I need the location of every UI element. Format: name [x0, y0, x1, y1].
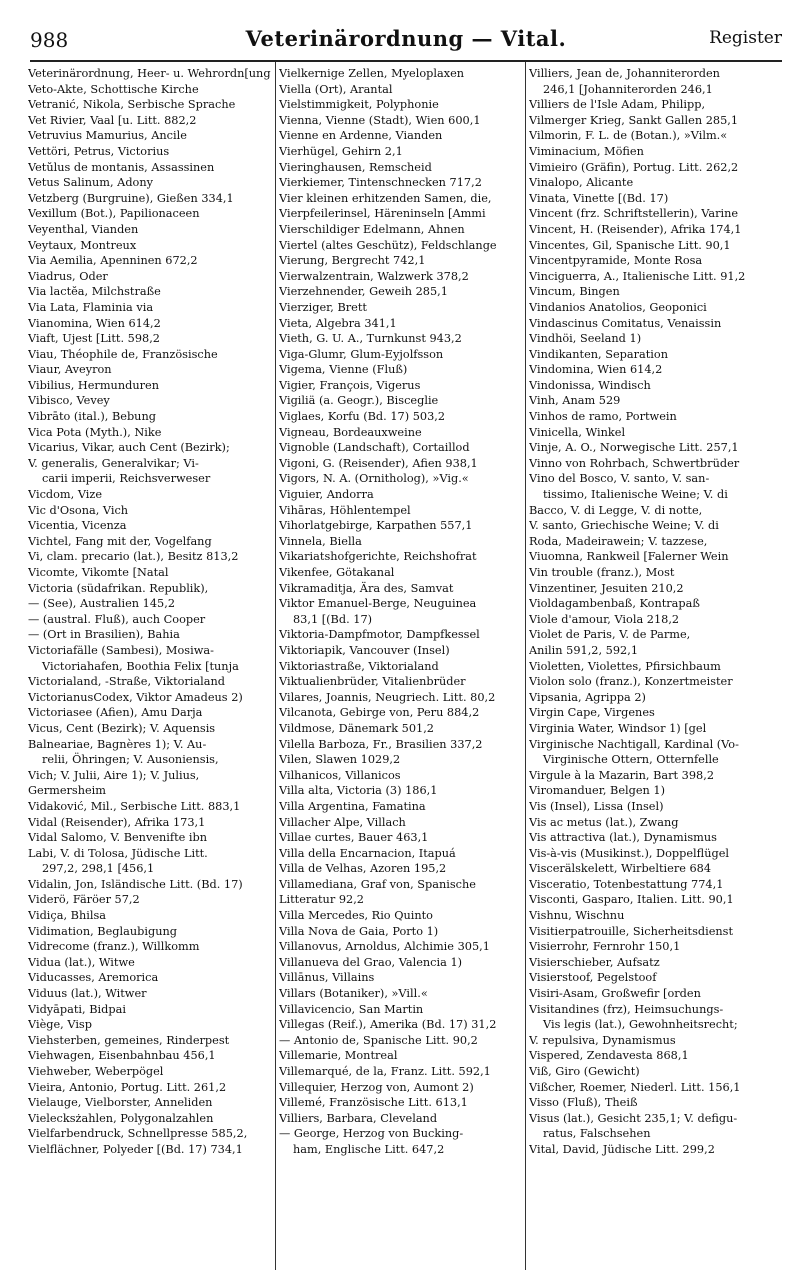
index-entry: Viaur, Aveyron [28, 363, 112, 377]
index-entry: Vital, David, Jüdische Litt. 299,2 [529, 1142, 715, 1156]
index-entry: Visierschieber, Aufsatz [529, 955, 660, 969]
index-entry: Vindomina, Wien 614,2 [529, 363, 663, 377]
column-divider [275, 62, 276, 1270]
index-entry: Vielflächner, Polyeder [(Bd. 17) 734,1 [28, 1142, 243, 1156]
index-entry: Viuomna, Rankweil [Falerner Wein [529, 550, 729, 564]
index-entry: Vilmorin, F. L. de (Botan.), »Vilm.« [529, 129, 728, 143]
index-entry: Viga-Glumr, Glum-Eyjolfsson [279, 347, 444, 361]
index-entry: Vicus, Cent (Bezirk); V. Aquensis [28, 721, 216, 735]
index-entry: Vikariatshofgerichte, Reichshofrat [279, 550, 477, 564]
index-entry: Viguier, Andorra [279, 488, 374, 502]
index-entry: Viglaes, Korfu (Bd. 17) 503,2 [279, 410, 446, 424]
index-entry: Viaft, Ujest [Litt. 598,2 [28, 332, 160, 346]
index-entry: Vis-à-vis (Musikinst.), Doppelflügel [529, 846, 729, 860]
index-entry: Vieira, Antonio, Portug. Litt. 261,2 [28, 1080, 227, 1094]
index-entry: Visierrohr, Fernrohr 150,1 [529, 940, 681, 954]
index-entry: Via Lata, Flaminia via [28, 300, 154, 314]
index-entry: Vinno von Rohrbach, Schwertbrüder [529, 456, 740, 470]
column-divider [525, 62, 526, 1270]
index-entry: tissimo, Italienische Weine; V. di [543, 488, 728, 502]
index-entry: Villemé, Französische Litt. 613,1 [279, 1096, 468, 1110]
index-entry: Balneariae, Bagnères 1); V. Au- [28, 737, 207, 751]
index-entry: ham, Englische Litt. 647,2 [293, 1142, 445, 1156]
index-entry: Vis attractiva (lat.), Dynamismus [529, 831, 717, 845]
index-entry: Virginia Water, Windsor 1) [gel [529, 721, 707, 735]
index-entry: Villemarie, Montreal [279, 1049, 398, 1063]
index-entry: Visus (lat.), Gesicht 235,1; V. defigu- [529, 1111, 738, 1125]
index-entry: Vis legis (lat.), Gewohnheitsrecht; [543, 1018, 738, 1032]
index-entry: Vi, clam. precario (lat.), Besitz 813,2 [28, 550, 239, 564]
index-entry: Villae curtes, Bauer 463,1 [279, 831, 429, 845]
index-entry: Vimieiro (Gräfin), Portug. Litt. 262,2 [529, 160, 739, 174]
index-entry: Villa Nova de Gaia, Porto 1) [279, 924, 439, 938]
index-entry: Vettöri, Petrus, Victorius [28, 144, 170, 158]
index-entry: Villa Argentina, Famatina [279, 799, 426, 813]
index-entry: Vishnu, Wischnu [529, 909, 625, 923]
index-entry: Vierung, Bergrecht 742,1 [279, 254, 426, 268]
index-entry: V. santo, Griechische Weine; V. di [529, 519, 719, 533]
index-entry: Villequier, Herzog von, Aumont 2) [279, 1080, 474, 1094]
index-entry: Viromanduer, Belgen 1) [529, 784, 666, 798]
index-entry: relii, Öhringen; V. Ausoniensis, [42, 753, 219, 767]
index-entry: Viß, Giro (Gewicht) [529, 1065, 640, 1078]
index-entry: Vierziger, Brett [279, 300, 367, 314]
index-entry: Viau, Théophile de, Französische [28, 347, 218, 361]
index-entry: Vinzentiner, Jesuiten 210,2 [529, 581, 684, 595]
index-entry: Vetranić, Nikola, Serbische Sprache [28, 98, 236, 112]
index-entry: Vignoble (Landschaft), Cortaillod [279, 441, 470, 455]
index-entry: Visierstoof, Pegelstoof [529, 971, 657, 985]
index-entry: Vieringhausen, Remscheid [279, 160, 432, 174]
index-entry: Via lactĕa, Milchstraße [28, 285, 161, 299]
index-entry: Vindikanten, Separation [529, 347, 668, 361]
index-entry: Viège, Visp [28, 1018, 92, 1032]
index-entry: Vinciguerra, A., Italienische Litt. 91,2 [529, 269, 746, 283]
index-entry: Vigors, N. A. (Ornitholog), »Vig.« [279, 472, 469, 486]
index-entry: Vierwalzentrain, Walzwerk 378,2 [279, 269, 469, 283]
index-entry: Vilen, Slawen 1029,2 [279, 753, 401, 767]
index-entry: Veytaux, Montreux [28, 238, 137, 252]
index-entry: Victoriahafen, Boothia Felix [tunja [42, 659, 239, 673]
index-entry: Vinh, Anam 529 [529, 394, 621, 408]
index-entry: Viole d'amour, Viola 218,2 [529, 612, 680, 626]
index-entry: Vielauge, Vielborster, Anneliden [28, 1096, 213, 1110]
index-entry: Vigema, Vienne (Fluß) [279, 363, 408, 377]
index-entry: Villa della Encarnacion, Itapuá [279, 846, 456, 860]
index-entry: Vierpfeilerinsel, Häreninseln [Ammi [279, 207, 486, 221]
index-entry: Vinnela, Biella [279, 534, 362, 548]
index-entry: Vidiça, Bhilsa [28, 909, 106, 923]
index-entry: Vienne en Ardenne, Vianden [279, 129, 443, 143]
index-entry: Villemarqué, de la, Franz. Litt. 592,1 [279, 1065, 491, 1078]
index-entry: Vincentpyramide, Monte Rosa [529, 254, 703, 268]
index-entry: Villavicencio, San Martin [279, 1002, 424, 1016]
index-entry: Litteratur 92,2 [279, 893, 364, 907]
index-entry: Violetten, Violettes, Pfirsichbaum [529, 659, 721, 673]
index-entry: Vetŭlus de montanis, Assassinen [28, 160, 215, 174]
index-entry: Violet de Paris, V. de Parme, [529, 628, 691, 642]
index-entry: VictorianusCodex, Viktor Amadeus 2) [28, 690, 243, 704]
index-entry: Vilhanicos, Villanicos [279, 768, 401, 782]
index-entry: Vildmose, Dänemark 501,2 [279, 721, 434, 735]
index-entry: Vichtel, Fang mit der, Vogelfang [28, 534, 212, 548]
index-entry: Visiri-Asam, Großwefir [orden [529, 987, 701, 1001]
index-entry: Viktoriapik, Vancouver (Insel) [279, 643, 450, 657]
index-entry: Virginische Ottern, Otternfelle [543, 753, 719, 767]
index-entry: — (Ort in Brasilien), Bahia [28, 628, 180, 642]
index-entry: ratus, Falschsehen [543, 1127, 651, 1141]
index-entry: Vicarius, Vikar, auch Cent (Bezirk); [28, 441, 230, 455]
index-entry: Violdagambenbaß, Kontrapaß [529, 597, 700, 611]
index-entry: Vißcher, Roemer, Niederl. Litt. 156,1 [529, 1080, 741, 1094]
index-entry: Viehwagen, Eisenbahnbau 456,1 [28, 1049, 216, 1063]
index-entry: Germersheim [28, 784, 106, 798]
index-entry: Viminacium, Möfien [529, 144, 644, 158]
index-entry: Vidyāpati, Bidpai [28, 1002, 126, 1016]
index-entry: Vihorlatgebirge, Karpathen 557,1 [279, 519, 473, 533]
index-entry: Victoriasee (Afien), Amu Darja [28, 706, 203, 720]
index-entry: Vieth, G. U. A., Turnkunst 943,2 [279, 332, 462, 346]
index-entry: Vier kleinen erhitzenden Samen, die, [279, 191, 492, 205]
index-entry: Vigiliä (a. Geogr.), Bisceglie [279, 394, 439, 408]
index-entry: Vierschildiger Edelmann, Ahnen [279, 222, 465, 236]
index-entry: Victorialand, -Straße, Viktorialand [28, 675, 226, 689]
index-entry: 83,1 [(Bd. 17) [293, 612, 373, 626]
index-entry: Vidal (Reisender), Afrika 173,1 [28, 815, 206, 829]
index-entry: Vindonissa, Windisch [529, 378, 651, 392]
index-entry: Visitierpatrouille, Sicherheitsdienst [529, 924, 734, 938]
index-entry: Villanovus, Arnoldus, Alchimie 305,1 [279, 940, 490, 954]
index-entry: Vicdom, Vize [28, 488, 103, 502]
index-entry: Vicomte, Vikomte [Natal [28, 566, 169, 579]
index-entry: V. generalis, Generalvikar; Vi- [28, 456, 199, 470]
index-entry: Vexillum (Bot.), Papilionaceen [28, 207, 200, 221]
index-entry: Villānus, Villains [279, 971, 375, 985]
index-entry: Roda, Madeirawein; V. tazzese, [529, 534, 708, 548]
index-entry: Vielfarbendruck, Schnellpresse 585,2, [28, 1127, 248, 1141]
index-entry: Vicentia, Vicenza [28, 519, 127, 533]
index-column-3 [529, 66, 781, 1266]
index-entry: Visso (Fluß), Theiß [529, 1096, 638, 1110]
index-entry: Vidua (lat.), Witwe [28, 955, 135, 969]
index-entry: Vilmerger Krieg, Sankt Gallen 285,1 [529, 113, 739, 127]
index-entry: Vielkernige Zellen, Myeloplaxen [279, 67, 465, 80]
index-entry: Vincent, H. (Reisender), Afrika 174,1 [529, 222, 742, 236]
index-entry: Vigier, François, Vigerus [279, 378, 421, 392]
index-entry: Viehsterben, gemeines, Rinderpest [28, 1033, 230, 1047]
index-column-1 [28, 66, 273, 1266]
index-entry: Victoria (südafrikan. Republik), [28, 581, 209, 595]
index-entry: Visitandines (frz), Heimsuchungs- [529, 1002, 724, 1016]
index-entry: Vin trouble (franz.), Most [529, 566, 675, 579]
index-entry: Vierzehnender, Geweih 285,1 [279, 285, 448, 299]
index-entry: Vieta, Algebra 341,1 [279, 316, 397, 330]
index-entry: Viducasses, Aremorica [28, 971, 159, 985]
index-entry: Anilin 591,2, 592,1 [529, 643, 639, 657]
index-entry: Virginische Nachtigall, Kardinal (Vo- [529, 737, 739, 751]
index-entry: Viktualienbrüder, Vitalienbrüder [279, 675, 466, 689]
index-entry: Via Aemilia, Apenninen 672,2 [28, 254, 198, 268]
index-entry: Vispered, Zendavesta 868,1 [529, 1049, 689, 1063]
index-entry: 297,2, 298,1 [456,1 [42, 862, 155, 876]
index-entry: Vibilius, Hermunduren [28, 378, 159, 392]
index-entry: Viktor Emanuel-Berge, Neuguinea [279, 597, 477, 611]
index-entry: Vipsania, Agrippa 2) [529, 690, 646, 704]
index-entry: Vet Rivier, Vaal [u. Litt. 882,2 [28, 113, 197, 127]
index-entry: Vincentes, Gil, Spanische Litt. 90,1 [529, 238, 731, 252]
index-entry: Vinhos de ramo, Portwein [529, 410, 677, 424]
index-entry: Visconti, Gasparo, Italien. Litt. 90,1 [529, 893, 734, 907]
index-entry: Viertel (altes Geschütz), Feldschlange [279, 238, 497, 252]
index-entry: Vetzberg (Burgruine), Gießen 334,1 [28, 191, 234, 205]
index-entry: Villiers, Barbara, Cleveland [279, 1111, 438, 1125]
index-entry: Labi, V. di Tolosa, Jüdische Litt. [28, 846, 208, 860]
index-entry: Vilares, Joannis, Neugriech. Litt. 80,2 [279, 690, 496, 704]
index-entry: Violon solo (franz.), Konzertmeister [529, 675, 733, 689]
index-entry: Vigneau, Bordeauxweine [279, 425, 422, 439]
index-entry: Vich; V. Julii, Aire 1); V. Julius, [28, 768, 200, 782]
index-entry: Viktoriastraße, Viktorialand [279, 659, 439, 673]
index-column-2 [279, 66, 523, 1266]
index-entry: Vinalopo, Alicante [529, 176, 634, 190]
index-entry: Vincent (frz. Schriftstellerin), Varine [529, 207, 739, 221]
page-number: 988 [30, 28, 69, 52]
index-entry: Viehweber, Weberpögel [28, 1065, 164, 1078]
index-entry: Vis ac metus (lat.), Zwang [529, 815, 679, 829]
index-entry: Vigoni, G. (Reisender), Afien 938,1 [279, 456, 478, 470]
index-entry: Vinicella, Winkel [529, 425, 626, 439]
index-entry: Virgule à la Mazarin, Bart 398,2 [529, 768, 715, 782]
index-entry: Veterinärordnung, Heer- u. Wehrordn[ung [28, 67, 271, 80]
index-entry: Villars (Botaniker), »Vill.« [279, 987, 428, 1001]
index-entry: — George, Herzog von Bucking- [279, 1127, 464, 1141]
index-entry: Vierkiemer, Tintenschnecken 717,2 [279, 176, 482, 190]
index-entry: carii imperii, Reichsverweser [42, 472, 211, 486]
index-entry: Virgin Cape, Virgenes [529, 706, 655, 720]
index-entry: Vidaković, Mil., Serbische Litt. 883,1 [28, 799, 241, 813]
index-entry: Viktoria-Dampfmotor, Dampfkessel [279, 628, 480, 642]
index-entry: Vidalin, Jon, Isländische Litt. (Bd. 17) [28, 877, 243, 891]
section-label: Register [709, 28, 782, 48]
index-entry: Vienna, Vienne (Stadt), Wien 600,1 [279, 113, 481, 127]
index-entry: Viscerälskelett, Wirbeltiere 684 [529, 862, 712, 876]
index-entry: Villa alta, Victoria (3) 186,1 [279, 784, 438, 798]
index-entry: Villa de Velhas, Azoren 195,2 [279, 862, 447, 876]
index-entry: Vetruvius Mamurius, Ancile [28, 129, 187, 143]
index-entry: Vis (Insel), Lissa (Insel) [529, 799, 664, 813]
index-entry: Villamediana, Graf von, Spanische [279, 877, 476, 891]
index-entry: — (See), Australien 145,2 [28, 597, 176, 611]
index-entry: — Antonio de, Spanische Litt. 90,2 [279, 1033, 478, 1047]
index-entry: Vidrecome (franz.), Willkomm [28, 940, 200, 954]
index-entry: Vindascinus Comitatus, Venaissin [529, 316, 722, 330]
index-entry: Villacher Alpe, Villach [279, 815, 406, 829]
index-entry: Villiers de l'Isle Adam, Philipp, [529, 98, 706, 112]
header-rule [30, 60, 782, 62]
index-entry: Vindanios Anatolios, Geoponici [529, 300, 707, 314]
index-entry: Visceratio, Totenbestattung 774,1 [529, 877, 724, 891]
index-entry: Vibisco, Vevey [28, 394, 110, 408]
index-entry: V. repulsiva, Dynamismus [529, 1033, 676, 1047]
index-entry: Vihāras, Höhlentempel [279, 503, 411, 517]
index-entry: Vilella Barboza, Fr., Brasilien 337,2 [279, 737, 483, 751]
index-entry: Viadrus, Oder [28, 269, 108, 283]
index-entry: Victoriafälle (Sambesi), Mosiwa- [28, 643, 214, 657]
index-entry: Vino del Bosco, V. santo, V. san- [529, 472, 710, 486]
index-entry: Vilcanota, Gebirge von, Peru 884,2 [279, 706, 480, 720]
index-entry: Vica Pota (Myth.), Nike [28, 425, 162, 439]
index-entry: Viduus (lat.), Witwer [28, 987, 147, 1001]
index-entry: Viella (Ort), Arantal [279, 82, 393, 96]
index-entry: Vianomina, Wien 614,2 [28, 316, 161, 330]
index-entry: Vidal Salomo, V. Benvenifte ibn [28, 831, 208, 845]
index-entry: Vetus Salinum, Adony [28, 176, 154, 190]
index-entry: Vindhöi, Seeland 1) [529, 332, 642, 346]
index-entry: Vierhügel, Gehirn 2,1 [279, 144, 403, 158]
index-entry: Villegas (Reif.), Amerika (Bd. 17) 31,2 [279, 1018, 497, 1032]
page-header [30, 26, 782, 56]
index-entry: Villa Mercedes, Rio Quinto [279, 909, 433, 923]
index-entry: — (austral. Fluß), auch Cooper [28, 612, 206, 626]
index-entry: Vibrāto (ital.), Bebung [28, 410, 156, 424]
index-entry: Bacco, V. di Legge, V. di notte, [529, 503, 703, 517]
running-title: Veterinärordnung — Vital. [245, 26, 567, 51]
index-entry: Veto-Akte, Schottische Kirche [28, 82, 199, 96]
index-entry: Villiers, Jean de, Johanniterorden [529, 67, 720, 80]
index-entry: Villanueva del Grao, Valencia 1) [279, 955, 463, 969]
index-entry: Vinata, Vinette [(Bd. 17) [529, 191, 669, 205]
index-entry: Vidimation, Beglaubigung [28, 924, 177, 938]
index-entry: Viderö, Färöer 57,2 [28, 893, 140, 907]
index-entry: Vic d'Osona, Vich [28, 503, 129, 517]
index-entry: Veyenthal, Vianden [28, 222, 139, 236]
index-entry: Vielstimmigkeit, Polyphonie [279, 98, 439, 112]
index-entry: Vincum, Bingen [529, 285, 620, 299]
index-entry: Vikenfee, Götakanal [279, 566, 395, 579]
index-entry: Vielecksżahlen, Polygonalzahlen [28, 1111, 214, 1125]
index-entry: Vikramaditja, Ära des, Samvat [279, 581, 454, 595]
index-entry: 246,1 [Johanniterorden 246,1 [543, 82, 713, 96]
index-entry: Vinje, A. O., Norwegische Litt. 257,1 [529, 441, 739, 455]
